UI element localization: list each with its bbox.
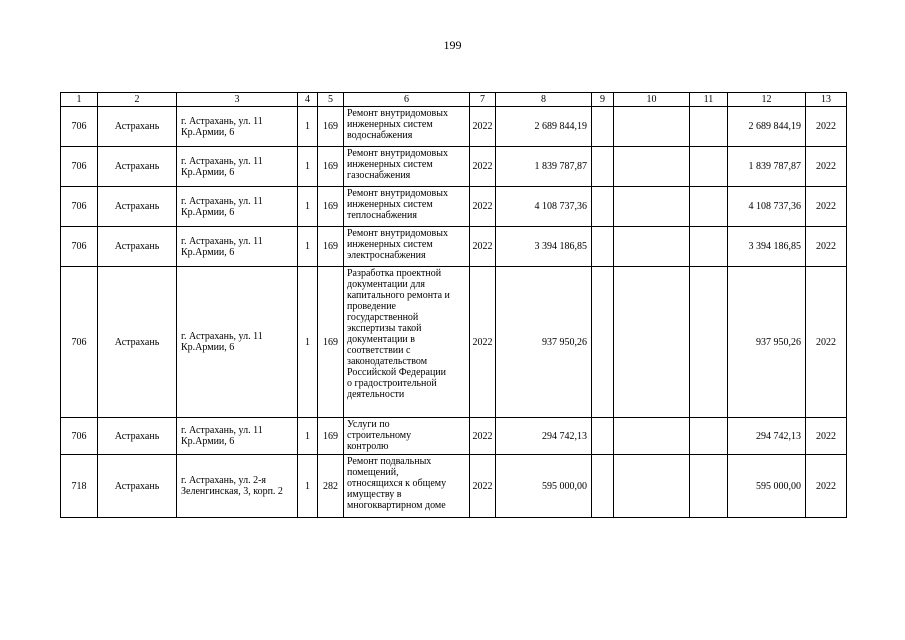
cell-total: 595 000,00 (728, 455, 806, 518)
cell-col9 (592, 147, 614, 187)
cell-code: 718 (61, 455, 98, 518)
cell-work-type: Ремонт подвальных помещений, относящихся к общему имуществу в многоквартирном доме (344, 455, 470, 518)
cell-col5: 169 (318, 147, 344, 187)
column-header: 9 (592, 93, 614, 107)
cell-cost: 2 689 844,19 (496, 107, 592, 147)
cell-col11 (690, 455, 728, 518)
table-row (61, 147, 847, 187)
cell-col11 (690, 267, 728, 418)
cell-address: г. Астрахань, ул. 2-я Зеленгинская, 3, корп. 2 (177, 455, 298, 518)
cell-cost: 1 839 787,87 (496, 147, 592, 187)
cell-city: Астрахань (98, 147, 177, 187)
cell-total: 1 839 787,87 (728, 147, 806, 187)
cell-code: 706 (61, 187, 98, 227)
column-header: 10 (614, 93, 690, 107)
cell-total: 294 742,13 (728, 418, 806, 455)
cell-work-type: Ремонт внутридомовых инженерных систем теплоснабжения (344, 187, 470, 227)
cell-cost: 294 742,13 (496, 418, 592, 455)
cell-year-end: 2022 (806, 227, 847, 267)
cell-col5: 169 (318, 227, 344, 267)
cell-col9 (592, 107, 614, 147)
cell-col5: 282 (318, 455, 344, 518)
cell-year-end: 2022 (806, 267, 847, 418)
cell-code: 706 (61, 267, 98, 418)
cell-col10 (614, 418, 690, 455)
cell-work-type: Услуги по строительному контролю (344, 418, 470, 455)
cell-col10 (614, 187, 690, 227)
cell-cost: 3 394 186,85 (496, 227, 592, 267)
cell-total: 4 108 737,36 (728, 187, 806, 227)
cell-col11 (690, 107, 728, 147)
cell-year-end: 2022 (806, 187, 847, 227)
cell-code: 706 (61, 107, 98, 147)
cell-work-type: Разработка проектной документации для капитального ремонта и проведение государственной экспертизы такой документации в соответствии с законодательством Российской Федерации о градостроительной деятельности (344, 267, 470, 418)
column-header: 4 (298, 93, 318, 107)
cell-year: 2022 (470, 267, 496, 418)
cell-col9 (592, 418, 614, 455)
cell-cost: 595 000,00 (496, 455, 592, 518)
cell-city: Астрахань (98, 418, 177, 455)
cell-col5: 169 (318, 187, 344, 227)
cell-year-end: 2022 (806, 147, 847, 187)
cell-year-end: 2022 (806, 455, 847, 518)
cell-city: Астрахань (98, 187, 177, 227)
cell-cost: 4 108 737,36 (496, 187, 592, 227)
cell-city: Астрахань (98, 455, 177, 518)
cell-year: 2022 (470, 227, 496, 267)
capital-repair-table (60, 92, 847, 518)
cell-address: г. Астрахань, ул. 11 Кр.Армии, 6 (177, 147, 298, 187)
cell-city: Астрахань (98, 107, 177, 147)
cell-address: г. Астрахань, ул. 11 Кр.Армии, 6 (177, 227, 298, 267)
cell-code: 706 (61, 418, 98, 455)
table-row (61, 455, 847, 518)
column-header: 13 (806, 93, 847, 107)
column-header: 5 (318, 93, 344, 107)
column-header: 12 (728, 93, 806, 107)
cell-col9 (592, 187, 614, 227)
cell-col5: 169 (318, 418, 344, 455)
cell-total: 2 689 844,19 (728, 107, 806, 147)
cell-code: 706 (61, 147, 98, 187)
table-row (61, 187, 847, 227)
header-row (61, 93, 847, 107)
cell-total: 3 394 186,85 (728, 227, 806, 267)
cell-address: г. Астрахань, ул. 11 Кр.Армии, 6 (177, 267, 298, 418)
cell-col11 (690, 227, 728, 267)
cell-work-type: Ремонт внутридомовых инженерных систем электроснабжения (344, 227, 470, 267)
cell-col10 (614, 107, 690, 147)
cell-year: 2022 (470, 187, 496, 227)
cell-col11 (690, 147, 728, 187)
cell-address: г. Астрахань, ул. 11 Кр.Армии, 6 (177, 187, 298, 227)
cell-col4: 1 (298, 267, 318, 418)
cell-col9 (592, 455, 614, 518)
cell-col11 (690, 187, 728, 227)
cell-work-type: Ремонт внутридомовых инженерных систем водоснабжения (344, 107, 470, 147)
cell-col10 (614, 455, 690, 518)
table-row (61, 107, 847, 147)
cell-year: 2022 (470, 107, 496, 147)
cell-cost: 937 950,26 (496, 267, 592, 418)
cell-year: 2022 (470, 147, 496, 187)
cell-city: Астрахань (98, 267, 177, 418)
cell-col4: 1 (298, 418, 318, 455)
cell-col4: 1 (298, 227, 318, 267)
cell-col10 (614, 267, 690, 418)
cell-col11 (690, 418, 728, 455)
cell-col5: 169 (318, 107, 344, 147)
column-header: 1 (61, 93, 98, 107)
column-header: 2 (98, 93, 177, 107)
cell-city: Астрахань (98, 227, 177, 267)
cell-year: 2022 (470, 455, 496, 518)
cell-col10 (614, 147, 690, 187)
column-header: 11 (690, 93, 728, 107)
page-number: 199 (443, 38, 462, 52)
cell-year-end: 2022 (806, 107, 847, 147)
cell-col4: 1 (298, 147, 318, 187)
cell-year-end: 2022 (806, 418, 847, 455)
cell-year: 2022 (470, 418, 496, 455)
column-header: 8 (496, 93, 592, 107)
table-row (61, 267, 847, 418)
cell-col4: 1 (298, 107, 318, 147)
column-header: 3 (177, 93, 298, 107)
cell-address: г. Астрахань, ул. 11 Кр.Армии, 6 (177, 418, 298, 455)
cell-work-type: Ремонт внутридомовых инженерных систем газоснабжения (344, 147, 470, 187)
cell-col4: 1 (298, 455, 318, 518)
cell-col10 (614, 227, 690, 267)
table-row (61, 227, 847, 267)
cell-total: 937 950,26 (728, 267, 806, 418)
cell-col9 (592, 227, 614, 267)
cell-col5: 169 (318, 267, 344, 418)
column-header: 6 (344, 93, 470, 107)
cell-address: г. Астрахань, ул. 11 Кр.Армии, 6 (177, 107, 298, 147)
column-header: 7 (470, 93, 496, 107)
table-row (61, 418, 847, 455)
cell-code: 706 (61, 227, 98, 267)
cell-col4: 1 (298, 187, 318, 227)
cell-col9 (592, 267, 614, 418)
